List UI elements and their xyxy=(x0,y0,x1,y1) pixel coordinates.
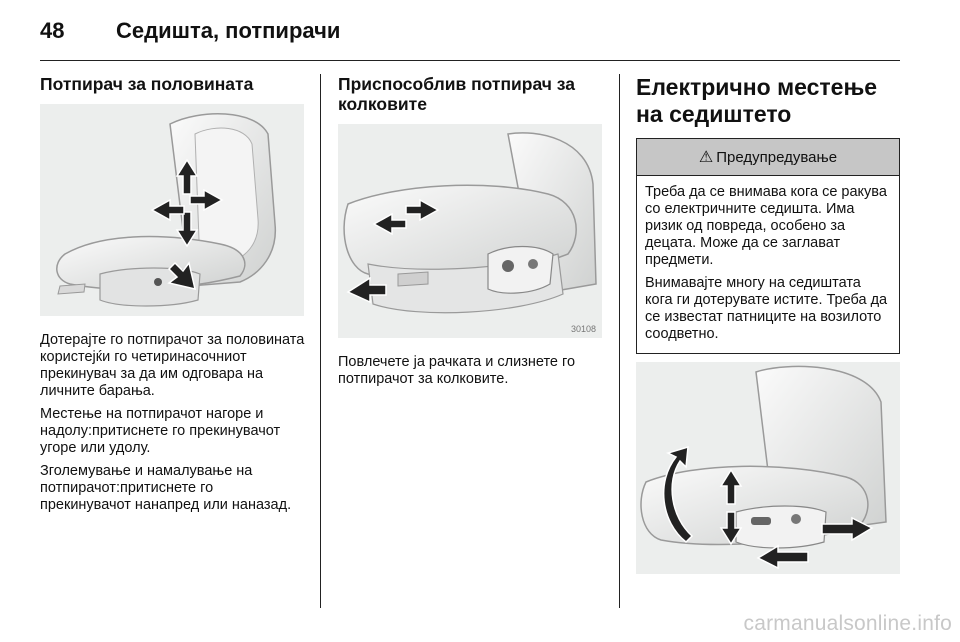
column-electric-seat xyxy=(636,74,900,574)
warning-paragraph-1: Треба да се внимава кога се ракува со електричните седишта. Има ризик од повреда, особено за децата. Може да се заглават предмети. xyxy=(645,184,887,268)
warning-body xyxy=(637,176,899,353)
paragraph-thigh-1: Повлечете ја рачката и слизнете го потпирачот за колковите. xyxy=(338,354,576,387)
paragraph-lumbar-2: Местење на потпирачот нагоре и надолу:притиснете го прекинувачот угоре или удолу. xyxy=(40,406,281,456)
column-thigh-support xyxy=(338,74,604,394)
seat-illustration-electric xyxy=(636,362,900,574)
paragraph-lumbar-1: Дотерајте го потпирачот за половината користејќи го четиринасочниот прекинувач за да им одговара на личните барања. xyxy=(40,332,305,399)
section-heading-electric: Електрично местење на седиштето xyxy=(636,74,878,127)
warning-triangle-icon: ⚠ xyxy=(698,149,714,166)
running-title: Седишта, потпирачи xyxy=(116,18,341,43)
seat-illustration-lumbar xyxy=(40,104,304,316)
figure-code: 30108 xyxy=(570,324,596,334)
warning-box xyxy=(636,138,900,354)
page-number: 48 xyxy=(40,18,65,43)
seat-illustration-thigh xyxy=(338,124,602,338)
figure-thigh-support xyxy=(338,124,602,338)
paragraph-lumbar-3: Зголемување и намалување на потпирачот:притиснете го прекинувачот нанапред или наназад. xyxy=(40,463,292,513)
watermark: carmanualsonline.info xyxy=(743,612,952,635)
header-rule xyxy=(40,60,900,61)
column-divider-1 xyxy=(320,74,321,608)
warning-header xyxy=(637,139,899,176)
figure-lumbar-seat xyxy=(40,104,304,316)
column-divider-2 xyxy=(619,74,620,608)
figure-electric-seat xyxy=(636,362,900,574)
warning-title: Предупредување xyxy=(716,148,838,166)
column-lumbar-support xyxy=(40,74,306,520)
warning-paragraph-2: Внимавајте многу на седиштата кога ги дотерувате истите. Треба да се известат патниците на возилото соодветно. xyxy=(645,275,888,342)
section-heading-thigh: Приспособлив потпирач за колковите xyxy=(338,74,576,114)
section-heading-lumbar: Потпирач за половината xyxy=(40,74,254,94)
